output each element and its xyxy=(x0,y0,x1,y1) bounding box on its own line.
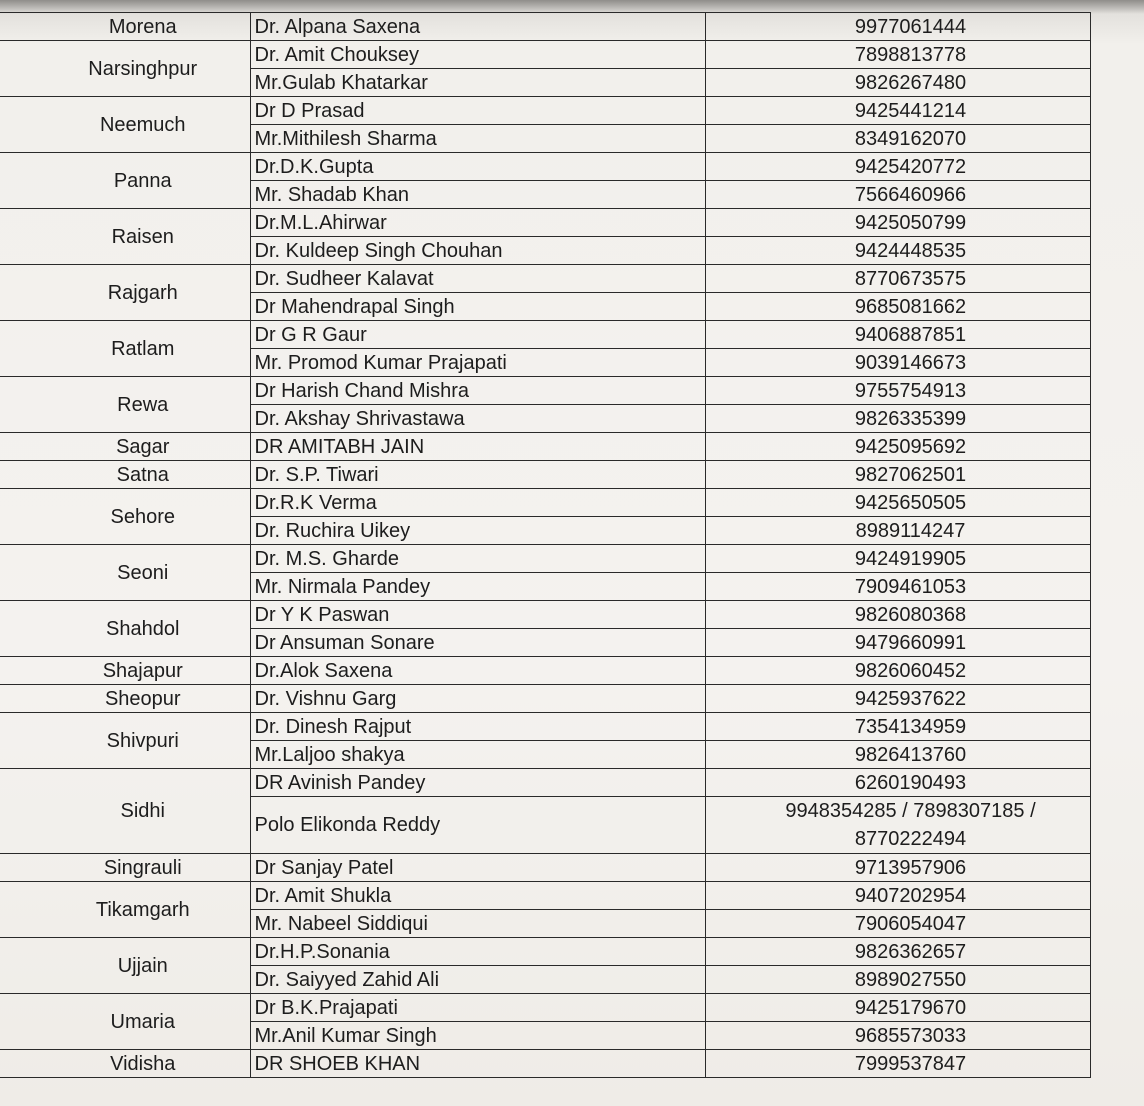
officer-name-cell: Dr. Sudheer Kalavat xyxy=(250,265,705,293)
phone-number-cell: 9826362657 xyxy=(705,938,1090,966)
officer-name-cell: Dr. Vishnu Garg xyxy=(250,685,705,713)
officer-name-cell: Dr B.K.Prajapati xyxy=(250,994,705,1022)
officer-name-cell: Dr.Alok Saxena xyxy=(250,657,705,685)
table-row xyxy=(0,13,1090,41)
district-cell: Tikamgarh xyxy=(0,882,250,938)
phone-number-cell: 7909461053 xyxy=(705,573,1090,601)
phone-number-cell: 9424448535 xyxy=(705,237,1090,265)
officer-name-cell: Dr.D.K.Gupta xyxy=(250,153,705,181)
officer-name-cell: Dr.H.P.Sonania xyxy=(250,938,705,966)
phone-number-cell: 9826335399 xyxy=(705,405,1090,433)
district-cell: Shajapur xyxy=(0,657,250,685)
phone-number-cell: 9424919905 xyxy=(705,545,1090,573)
table-body xyxy=(0,13,1090,1078)
phone-number-cell: 7354134959 xyxy=(705,713,1090,741)
district-cell: Sheopur xyxy=(0,685,250,713)
officer-name-cell: Dr. Amit Chouksey xyxy=(250,41,705,69)
district-cell: Ratlam xyxy=(0,321,250,377)
phone-number-cell: 9826080368 xyxy=(705,601,1090,629)
phone-number-cell: 9826267480 xyxy=(705,69,1090,97)
district-cell: Satna xyxy=(0,461,250,489)
officer-name-cell: Polo Elikonda Reddy xyxy=(250,797,705,854)
officer-name-cell: Dr. M.S. Gharde xyxy=(250,545,705,573)
phone-number-cell: 8349162070 xyxy=(705,125,1090,153)
table-row xyxy=(0,461,1090,489)
district-cell: Sehore xyxy=(0,489,250,545)
phone-number-cell: 9425937622 xyxy=(705,685,1090,713)
officer-name-cell: Mr.Anil Kumar Singh xyxy=(250,1022,705,1050)
officer-name-cell: Dr Sanjay Patel xyxy=(250,854,705,882)
officer-name-cell: DR AMITABH JAIN xyxy=(250,433,705,461)
officer-name-cell: Dr. Kuldeep Singh Chouhan xyxy=(250,237,705,265)
officer-name-cell: Dr G R Gaur xyxy=(250,321,705,349)
table-row xyxy=(0,994,1090,1022)
officer-name-cell: Dr.R.K Verma xyxy=(250,489,705,517)
district-cell: Narsinghpur xyxy=(0,41,250,97)
phone-number-cell: 9826413760 xyxy=(705,741,1090,769)
table-row xyxy=(0,41,1090,69)
district-cell: Seoni xyxy=(0,545,250,601)
table-row xyxy=(0,854,1090,882)
district-cell: Raisen xyxy=(0,209,250,265)
table-row xyxy=(0,209,1090,237)
phone-number-cell: 9039146673 xyxy=(705,349,1090,377)
phone-number-cell: 7898813778 xyxy=(705,41,1090,69)
phone-number-cell: 7566460966 xyxy=(705,181,1090,209)
officer-name-cell: Dr. Dinesh Rajput xyxy=(250,713,705,741)
phone-number-cell: 9407202954 xyxy=(705,882,1090,910)
phone-number-cell: 9685081662 xyxy=(705,293,1090,321)
phone-number-cell: 9479660991 xyxy=(705,629,1090,657)
district-cell: Shahdol xyxy=(0,601,250,657)
officer-name-cell: Dr. Alpana Saxena xyxy=(250,13,705,41)
table-row xyxy=(0,545,1090,573)
officer-name-cell: Dr. S.P. Tiwari xyxy=(250,461,705,489)
officer-name-cell: Dr. Saiyyed Zahid Ali xyxy=(250,966,705,994)
table-row xyxy=(0,265,1090,293)
table-row xyxy=(0,433,1090,461)
district-cell: Ujjain xyxy=(0,938,250,994)
officer-name-cell: Dr Y K Paswan xyxy=(250,601,705,629)
phone-number-cell: 9425095692 xyxy=(705,433,1090,461)
district-cell: Rajgarh xyxy=(0,265,250,321)
phone-number-cell: 8989114247 xyxy=(705,517,1090,545)
table-row xyxy=(0,713,1090,741)
officer-name-cell: DR SHOEB KHAN xyxy=(250,1050,705,1078)
phone-number-cell: 9406887851 xyxy=(705,321,1090,349)
district-cell: Vidisha xyxy=(0,1050,250,1078)
phone-number-cell: 9755754913 xyxy=(705,377,1090,405)
district-cell: Morena xyxy=(0,13,250,41)
district-cell: Panna xyxy=(0,153,250,209)
officer-name-cell: Dr.M.L.Ahirwar xyxy=(250,209,705,237)
phone-number-cell: 8770673575 xyxy=(705,265,1090,293)
district-cell: Umaria xyxy=(0,994,250,1050)
phone-number-cell: 7906054047 xyxy=(705,910,1090,938)
phone-number-cell: 9685573033 xyxy=(705,1022,1090,1050)
phone-number-cell: 9977061444 xyxy=(705,13,1090,41)
officer-name-cell: Mr.Gulab Khatarkar xyxy=(250,69,705,97)
officer-name-cell: Dr D Prasad xyxy=(250,97,705,125)
phone-number-cell: 9425441214 xyxy=(705,97,1090,125)
table-row xyxy=(0,938,1090,966)
officer-name-cell: Dr Ansuman Sonare xyxy=(250,629,705,657)
phone-number-cell: 9948354285 / 7898307185 / 8770222494 xyxy=(705,797,1090,854)
phone-number-cell: 9826060452 xyxy=(705,657,1090,685)
officer-name-cell: Mr. Shadab Khan xyxy=(250,181,705,209)
phone-number-cell: 8989027550 xyxy=(705,966,1090,994)
table-row xyxy=(0,1050,1090,1078)
table-row xyxy=(0,601,1090,629)
phone-number-cell: 9425650505 xyxy=(705,489,1090,517)
officer-name-cell: Dr Harish Chand Mishra xyxy=(250,377,705,405)
officer-name-cell: Dr. Akshay Shrivastawa xyxy=(250,405,705,433)
phone-number-cell: 9713957906 xyxy=(705,854,1090,882)
officer-name-cell: Mr. Nabeel Siddiqui xyxy=(250,910,705,938)
table-row xyxy=(0,685,1090,713)
table-row xyxy=(0,489,1090,517)
table-row xyxy=(0,97,1090,125)
district-cell: Shivpuri xyxy=(0,713,250,769)
district-cell: Sagar xyxy=(0,433,250,461)
phone-number-cell: 6260190493 xyxy=(705,769,1090,797)
phone-number-cell: 7999537847 xyxy=(705,1050,1090,1078)
district-cell: Neemuch xyxy=(0,97,250,153)
district-cell: Rewa xyxy=(0,377,250,433)
officer-name-cell: Dr. Ruchira Uikey xyxy=(250,517,705,545)
district-cell: Singrauli xyxy=(0,854,250,882)
officer-name-cell: Mr.Laljoo shakya xyxy=(250,741,705,769)
officer-name-cell: Mr. Nirmala Pandey xyxy=(250,573,705,601)
district-cell: Sidhi xyxy=(0,769,250,854)
phone-number-cell: 9425050799 xyxy=(705,209,1090,237)
officer-name-cell: Dr Mahendrapal Singh xyxy=(250,293,705,321)
officer-name-cell: DR Avinish Pandey xyxy=(250,769,705,797)
district-contact-table xyxy=(0,12,1091,1078)
officer-name-cell: Dr. Amit Shukla xyxy=(250,882,705,910)
phone-number-cell: 9827062501 xyxy=(705,461,1090,489)
table-row xyxy=(0,657,1090,685)
officer-name-cell: Mr. Promod Kumar Prajapati xyxy=(250,349,705,377)
table-row xyxy=(0,769,1090,797)
table-row xyxy=(0,153,1090,181)
table-row xyxy=(0,377,1090,405)
officer-name-cell: Mr.Mithilesh Sharma xyxy=(250,125,705,153)
phone-number-cell: 9425179670 xyxy=(705,994,1090,1022)
table-row xyxy=(0,321,1090,349)
phone-number-cell: 9425420772 xyxy=(705,153,1090,181)
table-row xyxy=(0,882,1090,910)
